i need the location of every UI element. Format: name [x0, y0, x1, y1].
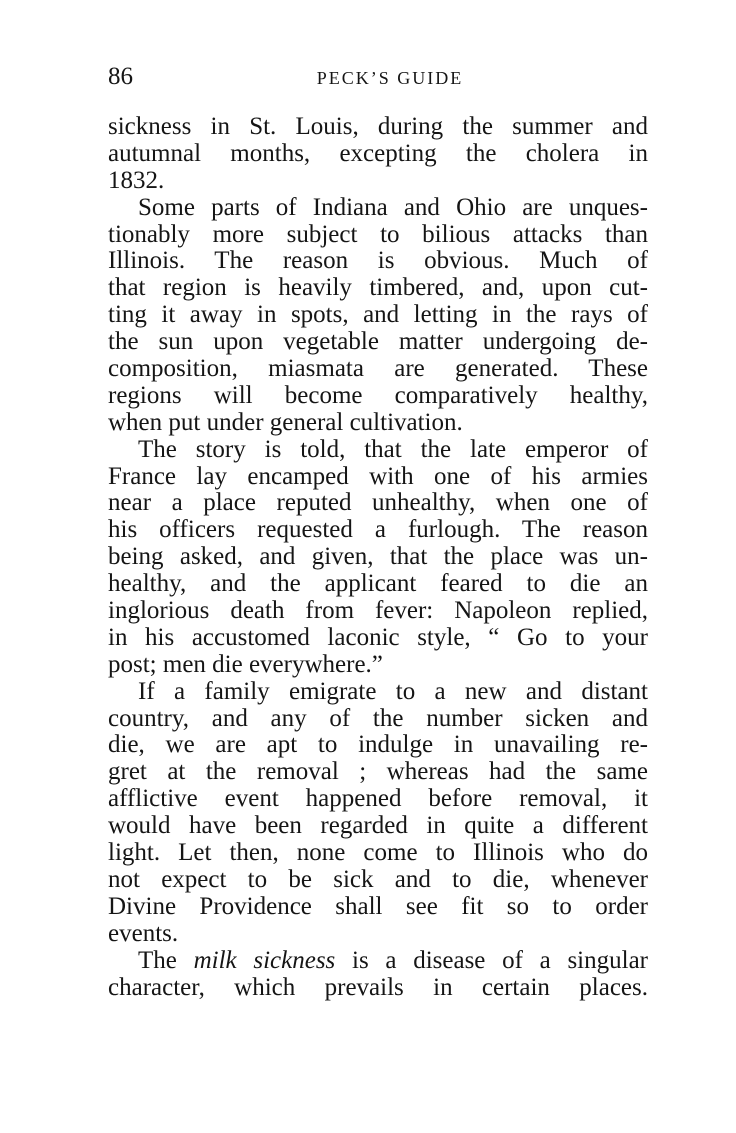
text-line: Some parts of Indiana and Ohio are unques- — [138, 193, 648, 221]
text-line: Illinois. The reason is obvious. Much of — [108, 247, 648, 275]
text-line: events. — [108, 919, 179, 947]
text-line: gret at the removal ; whereas had the same — [108, 758, 648, 786]
text-line: regions will become comparatively healthy, — [108, 381, 648, 409]
page-number: 86 — [108, 63, 133, 90]
text-line: would have been regarded in quite a different — [108, 812, 648, 840]
text-line: ting it away in spots, and letting in the rays of — [108, 301, 648, 329]
text-line: autumnal months, excepting the cholera in — [108, 139, 648, 167]
text-line: afflictive event happened before removal, it — [108, 785, 648, 813]
text-line: not expect to be sick and to die, whenever — [108, 865, 648, 893]
text-line: near a place reputed unhealthy, when one of — [108, 489, 648, 517]
text-line: the sun upon vegetable matter undergoing de- — [108, 328, 648, 356]
running-title: PECK’S GUIDE — [316, 68, 464, 88]
text-line: The story is told, that the late emperor of — [138, 435, 648, 463]
text-line: sickness in St. Louis, during the summer and — [108, 113, 648, 140]
text-line: France lay encamped with one of his armies — [108, 462, 648, 490]
text-line: composition, miasmata are generated. These — [108, 355, 648, 383]
text-line: being asked, and given, that the place was un- — [108, 543, 648, 571]
text-line: If a family emigrate to a new and distant — [138, 677, 648, 705]
text-run: The — [138, 946, 194, 974]
text-line: tionably more subject to bilious attacks than — [108, 220, 648, 248]
text-line: Divine Providence shall see fit so to order — [108, 892, 648, 920]
text-line: that region is heavily timbered, and, upon cut- — [108, 274, 648, 302]
emphasis-milk-sickness: milk sickness — [193, 946, 336, 974]
text-line: his officers requested a furlough. The reason — [108, 516, 648, 544]
body-text — [108, 114, 648, 1001]
text-line — [108, 948, 648, 975]
text-line: healthy, and the applicant feared to die an — [108, 570, 648, 598]
text-line: character, which prevails in certain places. — [108, 973, 648, 1001]
text-line: light. Let then, none come to Illinois who do — [108, 839, 648, 867]
text-line: 1832. — [108, 166, 165, 194]
text-line: die, we are apt to indulge in unavailing re- — [108, 731, 648, 759]
text-run: is a disease of a singular — [335, 946, 648, 974]
text-line: inglorious death from fever: Napoleon replied, — [108, 597, 648, 625]
text-line: post; men die everywhere.” — [108, 650, 383, 678]
text-line: in his accustomed laconic style, “ Go to your — [108, 623, 648, 651]
text-line: country, and any of the number sicken and — [108, 704, 648, 732]
page-header — [108, 62, 648, 92]
text-line: when put under general cultivation. — [108, 408, 463, 436]
